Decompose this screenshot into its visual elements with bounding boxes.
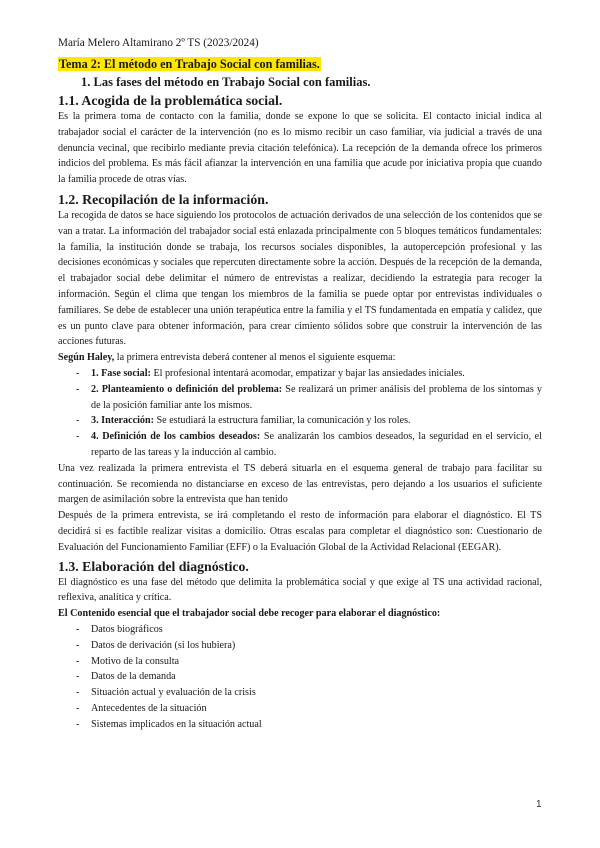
paragraph-diagnostico: El diagnóstico es una fase del método que delimita la problemática social y que exige al TS una actividad racional, reflexiva, analítica y crítica. [58, 576, 542, 604]
paragraph-diagnostic-scales: Después de la primera entrevista, se irá completando el resto de información para elaborar el diagnóstico. El TS decidirá si es factible realizar visitas a domicilio. Otras escalas para completar el diagnóstico son: Cuestionario de Evaluación del Funcionamiento Familiar (EFF) o la Evaluación Global de la Actividad Relacional (EEGAR). [58, 510, 542, 553]
dash-bullet: - [76, 671, 80, 683]
tema-title-line [58, 55, 542, 73]
list-item-text: Antecedentes de la situación [91, 702, 207, 714]
dash-bullet: - [76, 415, 80, 427]
haley-rest: la primera entrevista deberá contener al menos el siguiente esquema: [114, 352, 396, 364]
dash-bullet: - [76, 687, 80, 699]
section-title: 1. Las fases del método en Trabajo Social con familias. [81, 75, 371, 89]
list-item [58, 413, 542, 429]
heading-recopilacion: 1.2. Recopilación de la información. [58, 191, 269, 207]
list-item [58, 654, 542, 670]
page-number: 1 [536, 799, 542, 810]
list-item-text: Datos biográficos [91, 623, 163, 635]
dash-bullet: - [76, 655, 80, 667]
list-item-text: Motivo de la consulta [91, 655, 180, 667]
haley-steps-list [58, 366, 542, 461]
list-item [58, 685, 542, 701]
list-item [58, 429, 542, 461]
diagnostic-content-list [58, 622, 542, 733]
step-label: 2. Planteamiento o definición del problema: [91, 383, 283, 395]
content-essential-title: El Contenido esencial que el trabajador social debe recoger para elaborar el diagnóstico: [58, 608, 441, 620]
dash-bullet: - [76, 431, 80, 443]
list-item [58, 717, 542, 733]
list-item [58, 622, 542, 638]
author-header: María Melero Altamirano 2º TS (2023/2024) [58, 37, 259, 49]
list-item [58, 638, 542, 654]
paragraph-after-interview: Una vez realizada la primera entrevista el TS deberá situarla en el esquema general de trabajo para facilitar su continuación. Se recomienda no distanciarse en exceso de las entrevistas, pero dejando a los usuarios el suficiente margen de asimilación sobre la entrevista que han tenido [58, 462, 542, 506]
tema-title: Tema 2: El método en Trabajo Social con familias. [59, 57, 320, 71]
paragraph-recopilacion: La recogida de datos se hace siguiendo los protocolos de actuación derivados de una selección de los contenidos que se van a tratar. La información del trabajador social está enlazada principalmente con 5 bloques temáticos fundamentales: la familia, la institución donde se trabaja, los recursos sociales disponibles, la autopercepción profesional y las decisiones económicas y sociales que repercuten directamente sobre la acción. Después de la recepción de la demanda, el trabajador social debe delimitar el número de entrevistas a realizar, decidiendo la estrategia para recoger la información. Según el clima que tengan los miembros de la familia se puede optar por entrevistas individuales o familiares. Se debe de establecer una unión terapéutica entre la familia y el TS fundamentada en empatía y calidez, que es un punto clave para obtener información, para crear cimiento sólidos sobre que construir la intervención de las acciones futuras. [58, 209, 542, 348]
paragraph-acogida: Es la primera toma de contacto con la familia, donde se expone lo que se solicita. El contacto inicial indica al trabajador social el carácter de la intervención (no es lo mismo recibir un caso familiar, vía judicial a través de una denuncia vecinal, que recibirlo mediante previa citación telefónica). La recepción de la demanda ofrece los primeros indicios del problema. Es más fácil afianzar la intervención en una familia que acude por iniciativa propia que cuando la familia procede de otras vías. [58, 111, 542, 186]
list-item [58, 669, 542, 685]
dash-bullet: - [76, 367, 80, 379]
list-item-text: Situación actual y evaluación de la crisis [91, 687, 256, 699]
step-text: Se estudiará la estructura familiar, la comunicación y los roles. [154, 415, 411, 427]
paragraph-haley [58, 350, 542, 366]
list-item-text: Datos de derivación (si los hubiera) [91, 639, 236, 651]
step-label: 1. Fase social: [91, 367, 151, 379]
dash-bullet: - [76, 623, 80, 635]
step-text: El profesional intentará acomodar, empatizar y bajar las ansiedades iniciales. [150, 367, 465, 379]
heading-acogida: 1.1. Acogida de la problemática social. [58, 93, 283, 108]
heading-diagnostico: 1.3. Elaboración del diagnóstico. [58, 558, 249, 574]
dash-bullet: - [76, 718, 80, 730]
list-item-text: Datos de la demanda [91, 671, 176, 683]
haley-bold: Según Haley, [58, 352, 115, 364]
list-item [58, 366, 542, 382]
document-page [58, 36, 542, 732]
list-item [58, 382, 542, 414]
step-label: 4. Definición de los cambios deseados: [91, 431, 261, 443]
step-text: Se realizará un primer análisis del problema de los síntomas y de la posición familiar ante los mismos. [91, 383, 542, 411]
dash-bullet: - [76, 383, 80, 395]
list-item [58, 701, 542, 717]
list-item-text: Sistemas implicados en la situación actual [91, 718, 262, 730]
dash-bullet: - [76, 702, 80, 714]
dash-bullet: - [76, 639, 80, 651]
step-label: 3. Interacción: [91, 415, 154, 427]
step-text: Se analizarán los cambios deseados, la seguridad en el servicio, el reparto de las tareas y la inducción al cambio. [91, 431, 542, 458]
